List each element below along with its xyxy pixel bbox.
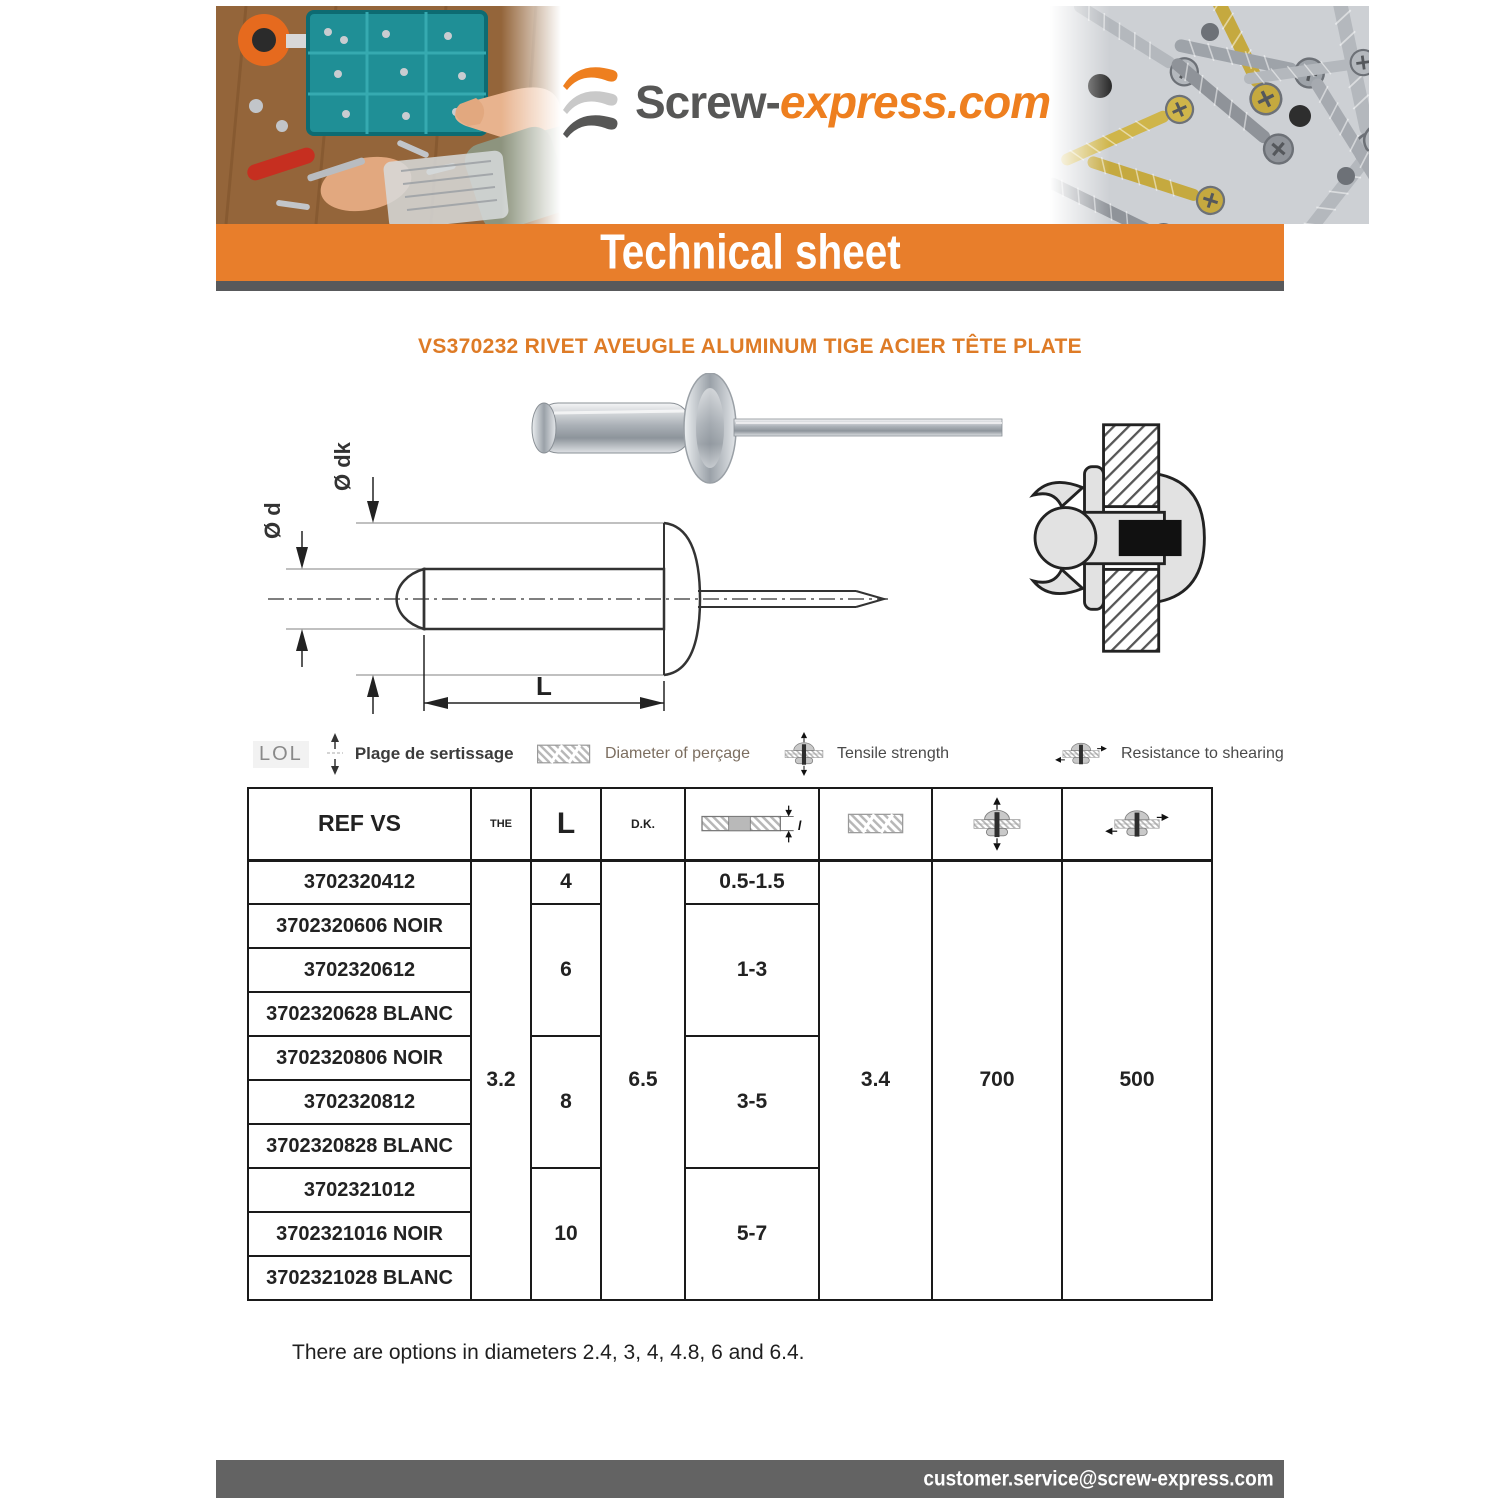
header-dk: D.K.	[601, 788, 685, 860]
spec-table	[247, 787, 1213, 1301]
grip-range-icon	[697, 802, 807, 846]
header-drill-diameter	[819, 788, 932, 860]
legend-item-tensile	[781, 731, 1013, 777]
cell-length: 4	[531, 860, 601, 904]
cell-ref: 3702320412	[248, 860, 471, 904]
footer-email[interactable]: customer.service@screw-express.com	[923, 1466, 1274, 1491]
footer-bar	[216, 1460, 1284, 1498]
workbench-photo-illustration	[216, 6, 561, 224]
legend-item-grip-range	[253, 731, 535, 777]
cell-shear-resistance: 500	[1062, 860, 1212, 1300]
drill-diameter-icon	[535, 742, 593, 766]
tensile-strength-icon	[781, 731, 827, 777]
header-tensile-strength	[932, 788, 1062, 860]
legend-label: Tensile strength	[837, 745, 950, 762]
product-title: VS370232 RIVET AVEUGLE ALUMINUM TIGE ACIER TÊTE PLATE	[418, 335, 1082, 358]
legend-item-drill-diameter	[535, 742, 781, 766]
header-shear-resistance	[1062, 788, 1212, 860]
cell-grip-range: 5-7	[685, 1168, 819, 1300]
logo-text-orange: express.com	[779, 76, 1051, 128]
cell-tensile-strength: 700	[932, 860, 1062, 1300]
banner-gray-strip	[216, 281, 1284, 291]
cell-drill-diameter: 3.4	[819, 860, 932, 1300]
diameter-options-note: There are options in diameters 2.4, 3, 4, 4.8, 6 and 6.4.	[292, 1341, 805, 1364]
hero-left-photo	[216, 6, 561, 224]
header-ref-vs: REF VS	[248, 788, 471, 860]
cell-ref: 3702320812	[248, 1080, 471, 1124]
cell-ref: 3702321016 NOIR	[248, 1212, 471, 1256]
logo-text-dark: Screw-	[635, 76, 780, 128]
dim-label-d: Ø d	[260, 502, 285, 539]
cell-dk: 6.5	[601, 860, 685, 1300]
cell-grip-range: 0.5-1.5	[685, 860, 819, 904]
cell-ref: 3702321028 BLANC	[248, 1256, 471, 1300]
cell-ref: 3702321012	[248, 1168, 471, 1212]
diagram-area	[216, 367, 1284, 719]
grip-range-thumb: LOL	[253, 741, 309, 768]
legend	[216, 731, 1284, 777]
table-row	[248, 860, 1212, 904]
header	[216, 6, 1284, 224]
table-header-row	[248, 788, 1212, 860]
hero-right-photo	[1050, 6, 1369, 224]
cell-length: 8	[531, 1036, 601, 1168]
cell-ref: 3702320612	[248, 948, 471, 992]
legend-label: Diameter of perçage	[605, 745, 750, 762]
dim-label-dk: Ø dk	[330, 442, 355, 491]
screws-pile-photo-illustration	[1050, 6, 1369, 224]
cell-ref: 3702320606 NOIR	[248, 904, 471, 948]
cell-grip-range: 1-3	[685, 904, 819, 1036]
shear-resistance-icon	[1104, 797, 1170, 851]
rivet-installed-diagram	[1016, 419, 1212, 657]
cell-grip-range: 3-5	[685, 1036, 819, 1168]
dim-label-l: L	[536, 671, 552, 701]
tensile-strength-icon	[969, 796, 1025, 852]
legend-item-shear	[1013, 732, 1284, 776]
cell-length: 6	[531, 904, 601, 1036]
legend-label: Resistance to shearing	[1121, 745, 1284, 762]
cell-length: 10	[531, 1168, 601, 1300]
header-l: L	[531, 788, 601, 860]
header-the: THE	[471, 788, 531, 860]
cell-ref: 3702320628 BLANC	[248, 992, 471, 1036]
banner-title: Technical sheet	[599, 224, 901, 280]
grip-icon-label: l	[797, 818, 802, 833]
legend-label: Plage de sertissage	[354, 744, 514, 763]
shear-resistance-icon	[1053, 732, 1109, 776]
drill-diameter-icon	[846, 811, 906, 836]
logo-text	[635, 75, 1050, 129]
cell-the: 3.2	[471, 860, 531, 1300]
logo	[561, 58, 1050, 146]
spec-table-wrap	[247, 787, 1284, 1301]
header-logo-area	[561, 6, 1050, 224]
cell-ref: 3702320806 NOIR	[248, 1036, 471, 1080]
logo-swoosh-icon	[561, 58, 625, 146]
rivet-line-drawing	[228, 419, 900, 719]
cell-ref: 3702320828 BLANC	[248, 1124, 471, 1168]
header-grip-range	[685, 788, 819, 860]
grip-dimension-icon	[323, 731, 347, 777]
spec-table-body	[248, 860, 1212, 1300]
technical-sheet-banner	[216, 224, 1284, 281]
